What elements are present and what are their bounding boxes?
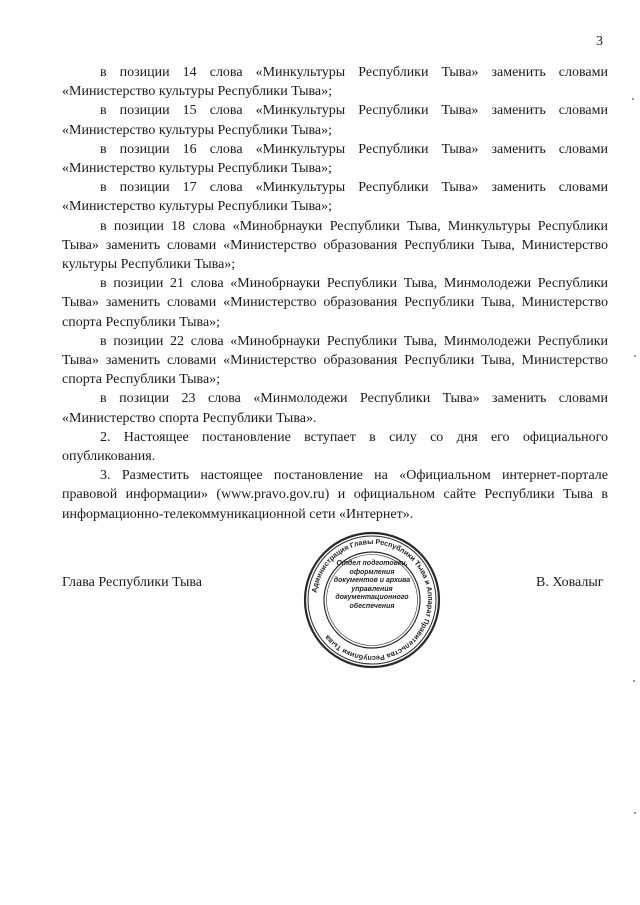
page-number: 3: [596, 34, 603, 49]
document-body: [62, 63, 608, 524]
signature-name: В. Ховалыг: [536, 575, 604, 590]
paragraph-position-14: в позиции 14 слова «Минкультуры Республики Тыва» заменить словами «Министерство культуры Республики Тыва»;: [62, 65, 608, 100]
paragraph-position-16: в позиции 16 слова «Минкультуры Республики Тыва» заменить словами «Министерство культуры Республики Тыва»;: [62, 141, 608, 177]
stamp-center-text: Отдел подготовки, оформления документов и архива управления документационного обеспечения: [333, 560, 411, 610]
paragraph-position-22: в позиции 22 слова «Минобрнауки Республики Тыва, Минмолодежи Республики Тыва» заменить словами «Министерство образования Республики Тыва, Министерство спорта Республики Тыва»;: [62, 333, 608, 388]
paragraph-position-18: в позиции 18 слова «Минобрнауки Республики Тыва, Минкультуры Республики Тыва» заменить словами «Министерство образования Республики Тыва, Министерство культуры Республики Тыва»;: [62, 218, 608, 273]
stamp-ring-text: Администрация Главы Республики Тыва и Аппарат Правительства Республики Тыва: [309, 536, 436, 664]
paragraph-position-15: в позиции 15 слова «Минкультуры Республики Тыва» заменить словами «Министерство культуры Республики Тыва»;: [62, 103, 608, 138]
paragraph-item-3: 3. Разместить настоящее постановление на «Официальном интернет-портале правовой информации» (www.pravo.gov.ru) и официальном сайте Республики Тыва в информационно-телекоммуникационной сети «Интернет».: [62, 468, 608, 522]
paragraph-position-21: в позиции 21 слова «Минобрнауки Республики Тыва, Минмолодежи Республики Тыва» заменить словами «Министерство образования Республики Тыва, Министерство спорта Республики Тыва»;: [62, 276, 608, 330]
paragraph-position-17: в позиции 17 слова «Минкультуры Республики Тыва» заменить словами «Министерство культуры Республики Тыва»;: [62, 180, 608, 215]
scan-speck: [632, 98, 634, 100]
scan-speck: [634, 812, 636, 814]
scan-speck: [634, 355, 636, 357]
paragraph-item-2: 2. Настоящее постановление вступает в силу со дня его официального опубликования.: [62, 429, 608, 465]
scan-speck: [633, 680, 635, 682]
paragraph-position-23: в позиции 23 слова «Минмолодежи Республики Тыва» заменить словами «Министерство спорта Республики Тыва».: [62, 391, 608, 426]
signature-title: Глава Республики Тыва: [62, 575, 203, 590]
